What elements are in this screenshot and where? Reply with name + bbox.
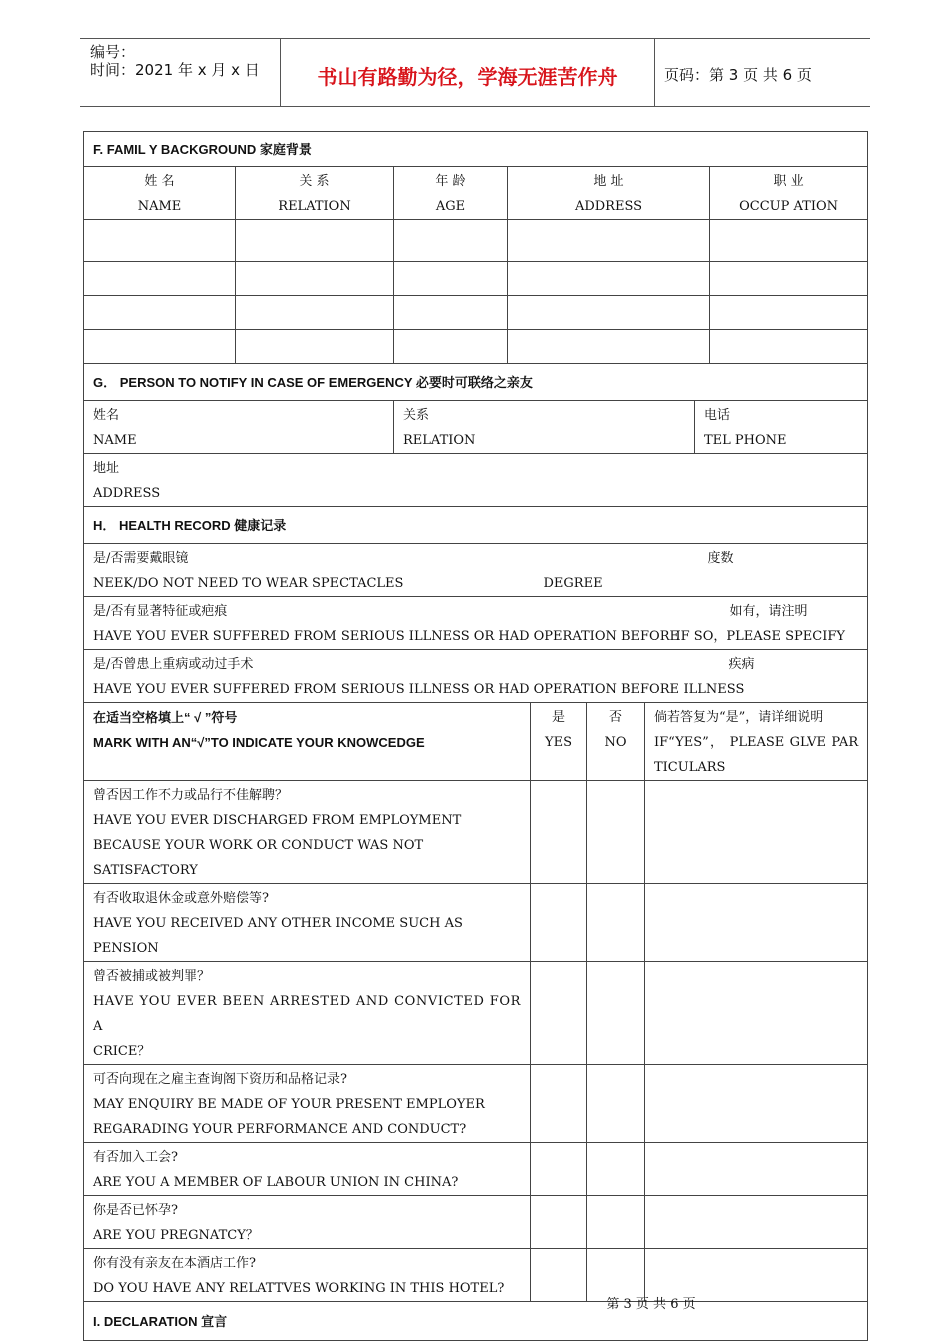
questions-yes-en: YES (545, 735, 572, 750)
page-header (80, 38, 870, 107)
question-text (84, 781, 531, 884)
emergency-address-label-en: ADDRESS (93, 486, 161, 501)
health-illness-right-en: ILLNESS (683, 682, 745, 697)
header-meta-cell (80, 39, 281, 106)
family-age-field[interactable] (394, 330, 508, 364)
family-section-title: F. FAMIL Y BACKGROUND 家庭背景 (84, 132, 868, 167)
emergency-name-field[interactable] (84, 401, 394, 454)
question-text (84, 1196, 531, 1249)
health-marks-cn: 是/否有显著特征或疤痕 (93, 604, 228, 619)
question-row (84, 884, 868, 962)
family-col-relation-en: RELATION (278, 199, 351, 214)
family-col-relation-cn: 关 系 (299, 174, 330, 189)
question-en-cont: REGARADING YOUR PERFORMANCE AND CONDUCT? (93, 1122, 467, 1137)
family-address-field[interactable] (508, 262, 710, 296)
family-address-field[interactable] (508, 220, 710, 262)
health-degree-cn: 度数 (707, 551, 734, 566)
family-col-name-en: NAME (137, 199, 182, 214)
family-occupation-field[interactable] (710, 220, 868, 262)
family-col-address-en: ADDRESS (574, 199, 643, 214)
family-col-occupation-en: OCCUP ATION (739, 199, 838, 214)
questions-detail-header (645, 703, 868, 781)
family-name-field[interactable] (84, 262, 236, 296)
emergency-name-label-cn: 姓名 (93, 408, 120, 423)
question-cn: 可否向现在之雇主查询阁下资历和品格记录? (93, 1072, 347, 1087)
answer-yes-cell[interactable] (531, 1143, 587, 1196)
questions-no-cn: 否 (608, 710, 622, 725)
document-number-label: 编号： (90, 43, 136, 61)
question-text (84, 884, 531, 962)
answer-yes-cell[interactable] (531, 1196, 587, 1249)
application-form-table (83, 131, 868, 1341)
answer-no-cell[interactable] (587, 962, 645, 1065)
question-en: HAVE YOU EVER DISCHARGED FROM EMPLOYMENT (93, 813, 462, 828)
health-specify-en: IF SO，PLEASE SPECIFY (675, 629, 845, 644)
emergency-section-title: G． PERSON TO NOTIFY IN CASE OF EMERGENCY 必要时可联络之亲友 (84, 364, 868, 401)
health-spectacles-cn: 是/否需要戴眼镜 (93, 551, 189, 566)
question-en: MAY ENQUIRY BE MADE OF YOUR PRESENT EMPLOYER (93, 1097, 485, 1112)
question-row (84, 781, 868, 884)
answer-detail-cell[interactable] (645, 781, 868, 884)
answer-no-cell[interactable] (587, 884, 645, 962)
emergency-phone-field[interactable] (695, 401, 868, 454)
health-illness-row[interactable] (84, 650, 868, 703)
declaration-section-title: I. DECLARATION 宣言 (84, 1302, 868, 1341)
family-relation-field[interactable] (236, 262, 394, 296)
answer-yes-cell[interactable] (531, 962, 587, 1065)
family-row (84, 262, 868, 296)
answer-yes-cell[interactable] (531, 1065, 587, 1143)
family-col-occupation-cn: 职 业 (773, 174, 804, 189)
answer-yes-cell[interactable] (531, 884, 587, 962)
answer-detail-cell[interactable] (645, 1196, 868, 1249)
family-col-name (84, 167, 236, 220)
health-spectacles-row[interactable] (84, 544, 868, 597)
family-occupation-field[interactable] (710, 296, 868, 330)
document-date-label: 时间：2021 年 x 月 x 日 (90, 61, 260, 79)
family-col-relation (236, 167, 394, 220)
emergency-phone-label-cn: 电话 (704, 408, 731, 423)
question-en: HAVE YOU EVER BEEN ARRESTED AND CONVICTED FOR A (93, 994, 521, 1034)
health-spectacles-en-line (93, 571, 858, 596)
answer-yes-cell[interactable] (531, 781, 587, 884)
family-relation-field[interactable] (236, 330, 394, 364)
family-col-age (394, 167, 508, 220)
emergency-relation-label-cn: 关系 (403, 408, 430, 423)
questions-yes-header (531, 703, 587, 781)
questions-instruction (84, 703, 531, 781)
health-illness-en: HAVE YOU EVER SUFFERED FROM SERIOUS ILLNESS OR HAD OPERATION BEFORE (93, 682, 679, 697)
question-en: ARE YOU A MEMBER OF LABOUR UNION IN CHINA? (93, 1175, 459, 1190)
question-text (84, 1065, 531, 1143)
health-spectacles-en: NEEK/DO NOT NEED TO WEAR SPECTACLES (93, 576, 404, 591)
emergency-phone-label-en: TEL PHONE (704, 433, 787, 448)
family-name-field[interactable] (84, 330, 236, 364)
questions-detail-en: IF“YES”， PLEASE GLVE PAR TICULARS (654, 735, 859, 775)
health-marks-en: HAVE YOU EVER SUFFERED FROM SERIOUS ILLNESS OR HAD OPERATION BEFORE (93, 629, 679, 644)
question-en-cont: BECAUSE YOUR WORK OR CONDUCT WAS NOT SATISFACTORY (93, 838, 424, 878)
question-cn: 你是否已怀孕? (93, 1203, 178, 1218)
family-col-address (508, 167, 710, 220)
question-row (84, 1196, 868, 1249)
health-spectacles-cn-line (93, 546, 858, 571)
answer-detail-cell[interactable] (645, 962, 868, 1065)
health-marks-en-line (93, 624, 858, 649)
family-age-field[interactable] (394, 220, 508, 262)
family-name-field[interactable] (84, 220, 236, 262)
health-marks-cn-line (93, 599, 858, 624)
family-col-name-cn: 姓 名 (144, 174, 175, 189)
family-col-address-cn: 地 址 (593, 174, 624, 189)
question-en: ARE YOU PREGNATCY？ (93, 1228, 259, 1243)
emergency-relation-label-en: RELATION (403, 433, 476, 448)
header-page-cell (655, 39, 870, 106)
health-illness-cn-line (93, 652, 858, 677)
answer-no-cell[interactable] (587, 1065, 645, 1143)
health-section-title: H． HEALTH RECORD 健康记录 (84, 507, 868, 544)
question-cn: 你有没有亲友在本酒店工作? (93, 1256, 256, 1271)
footer-page-number: 第 3 页 共 6 页 (606, 1297, 696, 1312)
family-age-field[interactable] (394, 262, 508, 296)
health-illness-en-line (93, 677, 858, 702)
answer-detail-cell[interactable] (645, 1143, 868, 1196)
family-address-field[interactable] (508, 296, 710, 330)
emergency-name-label-en: NAME (93, 433, 137, 448)
answer-no-cell[interactable] (587, 781, 645, 884)
family-occupation-field[interactable] (710, 330, 868, 364)
questions-no-header (587, 703, 645, 781)
family-col-occupation (710, 167, 868, 220)
header-page-number: 页码：第 3 页 共 6 页 (664, 66, 812, 84)
family-address-field[interactable] (508, 330, 710, 364)
header-motto: 书山有路勤为径，学海无涯苦作舟 (317, 65, 618, 89)
question-cn: 有否加入工会? (93, 1150, 178, 1165)
answer-no-cell[interactable] (587, 1143, 645, 1196)
answer-detail-cell[interactable] (645, 884, 868, 962)
answer-detail-cell[interactable] (645, 1065, 868, 1143)
question-text (84, 962, 531, 1065)
answer-no-cell[interactable] (587, 1196, 645, 1249)
questions-no-en: NO (604, 735, 627, 750)
question-cn: 曾否因工作不力或品行不佳解聘？ (93, 788, 289, 803)
questions-yes-cn: 是 (551, 710, 565, 725)
question-en-cont: CRICE？ (93, 1044, 151, 1059)
question-en: DO YOU HAVE ANY RELATTVES WORKING IN THIS HOTEL? (93, 1281, 505, 1296)
family-age-field[interactable] (394, 296, 508, 330)
question-row (84, 1143, 868, 1196)
family-row (84, 220, 868, 262)
family-row (84, 330, 868, 364)
family-name-field[interactable] (84, 296, 236, 330)
question-row (84, 1065, 868, 1143)
family-col-age-en: AGE (435, 199, 466, 214)
page-footer (0, 1293, 950, 1312)
header-motto-cell (281, 39, 655, 106)
emergency-address-label-cn: 地址 (93, 461, 120, 476)
health-illness-cn: 是/否曾患上重病或动过手术 (93, 657, 254, 672)
family-relation-field[interactable] (236, 296, 394, 330)
questions-instruction-cn: 在适当空格填上“ √ ”符号 (93, 710, 238, 725)
question-en: HAVE YOU RECEIVED ANY OTHER INCOME SUCH AS PENSION (93, 916, 463, 956)
emergency-relation-field[interactable] (394, 401, 695, 454)
family-occupation-field[interactable] (710, 262, 868, 296)
health-specify-cn: 如有，请注明 (729, 604, 808, 619)
questions-instruction-en: MARK WITH AN“√”TO INDICATE YOUR KNOWCEDGE (93, 735, 425, 750)
family-relation-field[interactable] (236, 220, 394, 262)
question-cn: 有否收取退休金或意外赔偿等? (93, 891, 269, 906)
question-row (84, 962, 868, 1065)
family-row (84, 296, 868, 330)
questions-detail-cn: 倘若答复为“是”，请详细说明 (654, 710, 824, 725)
family-col-age-cn: 年 龄 (435, 174, 466, 189)
health-degree-en: DEGREE (543, 576, 603, 591)
health-marks-row[interactable] (84, 597, 868, 650)
question-text (84, 1143, 531, 1196)
health-illness-right-cn: 疾病 (728, 657, 755, 672)
question-cn: 曾否被捕或被判罪？ (93, 969, 211, 984)
emergency-address-field[interactable] (84, 454, 868, 507)
